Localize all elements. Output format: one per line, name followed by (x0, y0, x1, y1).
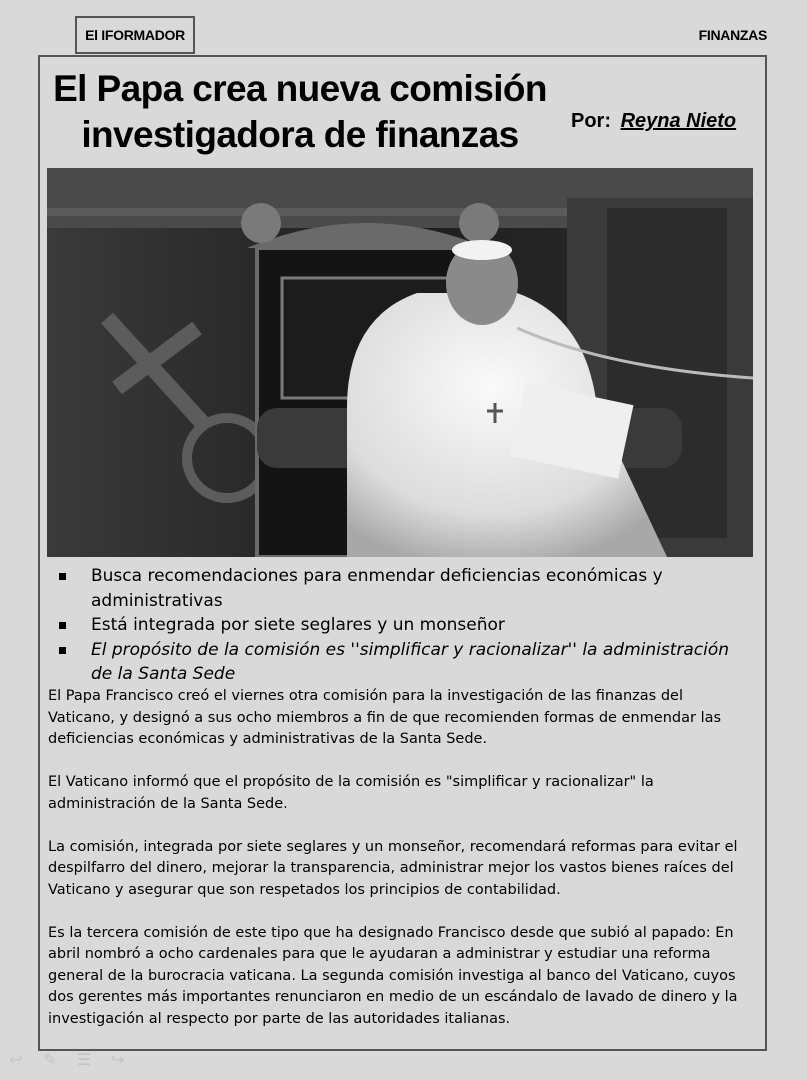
slide-nav-controls (6, 1050, 128, 1069)
arrow-left-icon[interactable]: ↩ (9, 1050, 23, 1069)
bullet-text: El propósito de la comisión es ''simplificar y racionalizar'' la administración de la Santa Sede (91, 639, 730, 684)
bullet-item (56, 564, 746, 613)
article-paragraph: El Papa Francisco creó el viernes otra comisión para la investigación de las finanzas del Vaticano, y designó a sus ocho miembros a fin de que recomienden formas de enmendar las deficiencias económicas y administrativas de la Santa Sede. (48, 688, 722, 747)
author-name: Reyna Nieto (620, 110, 737, 132)
arrow-right-icon[interactable]: ↪ (111, 1050, 125, 1069)
article-photo (47, 168, 753, 557)
pen-icon[interactable]: ✎ (43, 1050, 57, 1069)
bullet-text: Busca recomendaciones para enmendar deficiencias económicas y administrativas (91, 566, 663, 611)
bullet-item (56, 638, 746, 687)
masthead-label: El IFORMADOR (75, 16, 195, 54)
menu-icon[interactable]: ☰ (76, 1050, 92, 1069)
pope-on-throne-image (47, 168, 753, 557)
bullet-square-icon (59, 647, 66, 654)
article-paragraph: El Vaticano informó que el propósito de la comisión es "simplificar y racionalizar" la administración de la Santa Sede. (48, 774, 654, 812)
article-paragraph: La comisión, integrada por siete seglares y un monseñor, recomendará reformas para evitar el despilfarro del dinero, mejorar la transparencia, administrar mejor los vastos bienes raíces del Vaticano y asegurar que son respetados los principios de contabilidad. (48, 838, 738, 898)
bullet-square-icon (59, 622, 66, 629)
headline: El Papa crea nueva comisión investigadora de finanzas (53, 68, 547, 155)
article-body (48, 686, 754, 1052)
section-label: FINANZAS (698, 27, 767, 43)
bullet-square-icon (59, 573, 66, 580)
article-paragraph: Es la tercera comisión de este tipo que ha designado Francisco desde que subió al papado: En abril nombró a ocho cardenales para que le ayudaran a administrar y estudiar una reforma general de la burocracia vaticana. La segunda comisión investiga al banco del Vaticano, cuyos dos gerentes más importantes renunciaron en medio de un escándalo de lavado de dinero y la investigación al respecto por parte de las autoridades italianas. (48, 924, 738, 1027)
byline-prefix: Por: (571, 110, 611, 132)
bullet-item (56, 613, 746, 638)
summary-bullets (56, 564, 746, 687)
bullet-text: Está integrada por siete seglares y un monseñor (91, 615, 505, 635)
byline (571, 110, 736, 133)
